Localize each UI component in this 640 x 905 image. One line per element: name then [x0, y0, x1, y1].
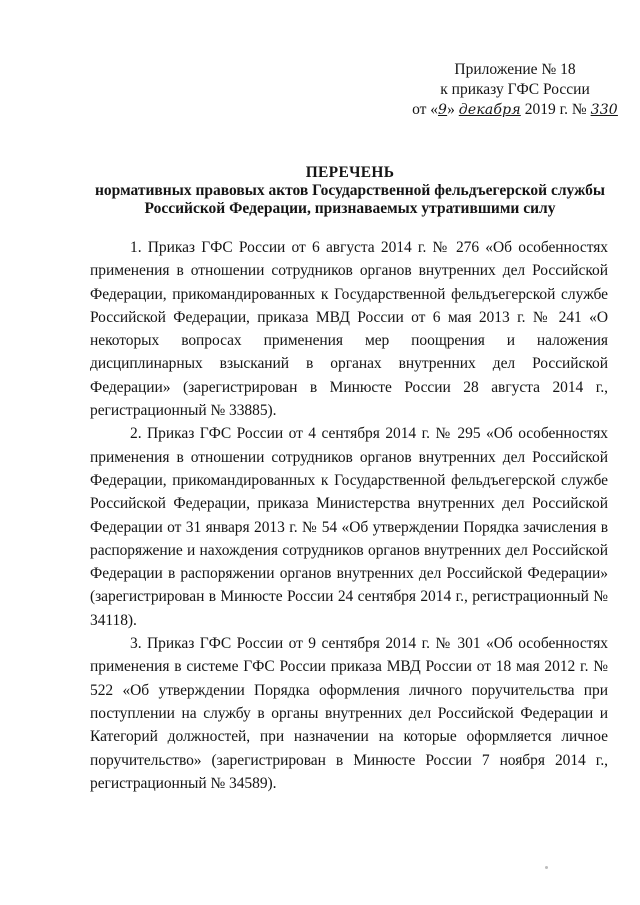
handwritten-day: 9 [438, 102, 448, 118]
acts-list [90, 236, 608, 795]
scan-speck [545, 866, 548, 869]
annex-header [400, 60, 630, 120]
handwritten-month: декабря [458, 102, 521, 118]
annex-date-line [400, 100, 630, 120]
handwritten-order-number: 330 [590, 102, 618, 118]
list-item: 1. Приказ ГФС России от 6 августа 2014 г. № 276 «Об особенностях применения в отношении сотрудников органов внутренних дел Российской Федерации, прикомандированных к Государственной фельдъегерской службе Российской Федерации, приказа МВД России от 6 мая 2013 г. № 241 «О некоторых вопросах применения мер поощрения и наложения дисциплинарных взысканий в органах внутренних дел Российской Федерации» (зарегистрирован в Минюсте России 28 августа 2014 г., регистрационный № 33885). [90, 239, 608, 420]
title-subtitle-line-1: нормативных правовых актов Государственной фельдъегерской службы [95, 182, 605, 199]
title-subtitle-line-2: Российской Федерации, признаваемых утратившими силу [144, 200, 556, 217]
date-year: 2019 г. № [520, 101, 591, 118]
annex-order-reference: к приказу ГФС России [440, 81, 590, 98]
list-item: 3. Приказ ГФС России от 9 сентября 2014 г. № 301 «Об особенностях применения в системе ГФС России приказа МВД России от 18 мая 2012 г. № 522 «Об утверждении Порядка оформления личного поручительства при поступлении на службу в органы внутренних дел Российской Федерации и Категорий должностей, при назначении на которые оформляется личное поручительство» (зарегистрирован в Минюсте России 7 ноября 2014 г., регистрационный № 34589). [90, 635, 608, 792]
document-title [60, 164, 640, 218]
date-quote-close: » [447, 101, 459, 118]
list-item: 2. Приказ ГФС России от 4 сентября 2014 г. № 295 «Об особенностях применения в отношении сотрудников органов внутренних дел Российской Федерации, прикомандированных к Государственной фельдъегерской службе Российской Федерации, приказа Министерства внутренних дел Российской Федерации от 31 января 2013 г. № 54 «Об утверждении Порядка зачисления в распоряжение и нахождения сотрудников органов внутренних дел Российской Федерации в распоряжении органов внутренних дел Российской Федерации» (зарегистрирован в Минюсте России 24 сентября 2014 г., регистрационный № 34118). [90, 425, 608, 629]
title-main: ПЕРЕЧЕНЬ [305, 164, 395, 181]
annex-number: Приложение № 18 [454, 61, 576, 78]
date-prefix: от « [412, 101, 439, 118]
